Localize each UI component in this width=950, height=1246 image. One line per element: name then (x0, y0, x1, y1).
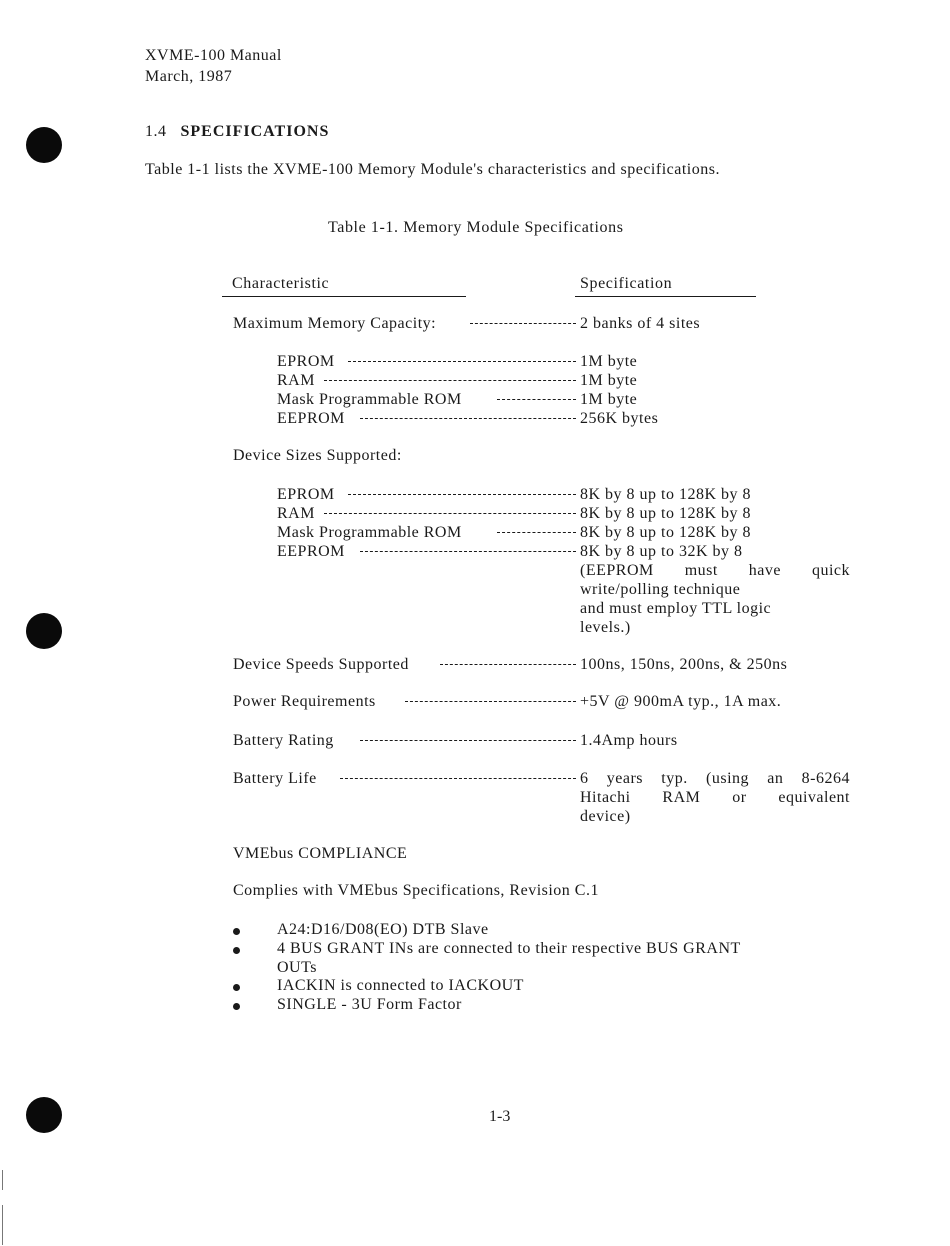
leader-line (360, 740, 576, 741)
spec-value: 100ns, 150ns, 200ns, & 250ns (580, 656, 788, 673)
spec-value: 8K by 8 up to 32K by 8 (580, 543, 743, 560)
capacity-row-ram (0, 371, 950, 390)
leader-line (360, 551, 576, 552)
spec-label: Maximum Memory Capacity: (233, 315, 437, 332)
compliance-item: OUTs (277, 959, 317, 976)
spec-value: 8K by 8 up to 128K by 8 (580, 486, 752, 503)
spec-label: Power Requirements (233, 693, 376, 710)
leader-line (440, 664, 576, 665)
manual-title: XVME-100 Manual (145, 47, 282, 64)
battery-life-line: 6 years typ. (using an 8-6264 (580, 770, 850, 787)
compliance-heading: VMEbus COMPLIANCE (233, 845, 408, 862)
eeprom-note (580, 561, 850, 637)
spec-value: 1.4Amp hours (580, 732, 678, 749)
margin-mark (2, 1170, 3, 1190)
leader-line (497, 532, 576, 533)
spec-label: EEPROM (277, 410, 345, 427)
section-intro: Table 1-1 lists the XVME-100 Memory Module's characteristics and specifications. (145, 161, 720, 178)
leader-line (348, 494, 576, 495)
compliance-item: SINGLE - 3U Form Factor (277, 996, 462, 1013)
leader-line (324, 380, 576, 381)
spec-value: 256K bytes (580, 410, 659, 427)
compliance-item: A24:D16/D08(EO) DTB Slave (277, 921, 489, 938)
device-sizes-heading: Device Sizes Supported: (233, 447, 402, 464)
compliance-item: 4 BUS GRANT INs are connected to their respective BUS GRANT (277, 940, 741, 957)
spec-label: Mask Programmable ROM (277, 524, 462, 541)
leader-line (348, 361, 576, 362)
size-row-eprom (0, 485, 950, 504)
binder-hole-bottom (26, 1097, 62, 1133)
section-heading (145, 123, 329, 141)
spec-value: 2 banks of 4 sites (580, 315, 701, 332)
eeprom-note-line: write/polling technique (580, 581, 741, 598)
margin-mark (2, 1205, 3, 1245)
section-number: 1.4 (145, 123, 167, 140)
bullet-icon (233, 1003, 240, 1010)
table-caption: Table 1-1. Memory Module Specifications (328, 219, 624, 236)
spec-label: Mask Programmable ROM (277, 391, 462, 408)
binder-hole-top (26, 127, 62, 163)
spec-label: Battery Life (233, 770, 317, 787)
section-title: SPECIFICATIONS (180, 123, 330, 140)
spec-value: 1M byte (580, 353, 638, 370)
spec-row-speeds (0, 655, 950, 674)
spec-value: 1M byte (580, 372, 638, 389)
spec-label: EEPROM (277, 543, 345, 560)
spec-label: Device Speeds Supported (233, 656, 409, 673)
leader-line (360, 418, 576, 419)
column-header-characteristic: Characteristic (222, 275, 466, 297)
eeprom-note-line: and must employ TTL logic (580, 600, 772, 617)
battery-life-line: device) (580, 808, 631, 825)
bullet-icon (233, 947, 240, 954)
spec-row-max-capacity (0, 314, 950, 333)
bullet-icon (233, 928, 240, 935)
spec-label: Battery Rating (233, 732, 334, 749)
size-row-ram (0, 504, 950, 523)
spec-value: +5V @ 900mA typ., 1A max. (580, 693, 782, 710)
spec-label: RAM (277, 372, 315, 389)
size-row-mask-rom (0, 523, 950, 542)
page-number: 1-3 (489, 1108, 511, 1125)
spec-value: 8K by 8 up to 128K by 8 (580, 524, 752, 541)
spec-row-battery-rating (0, 731, 950, 750)
compliance-intro: Complies with VMEbus Specifications, Revision C.1 (233, 882, 599, 899)
leader-line (340, 778, 576, 779)
leader-line (497, 399, 576, 400)
eeprom-note-line: (EEPROM must have quick (580, 562, 850, 579)
spec-label: EPROM (277, 486, 335, 503)
spec-value: 1M byte (580, 391, 638, 408)
spec-row-power (0, 692, 950, 711)
leader-line (324, 513, 576, 514)
leader-line (470, 323, 576, 324)
capacity-row-eeprom (0, 409, 950, 428)
capacity-row-eprom (0, 352, 950, 371)
binder-hole-middle (26, 613, 62, 649)
column-header-specification: Specification (575, 275, 756, 297)
compliance-item: IACKIN is connected to IACKOUT (277, 977, 524, 994)
size-row-eeprom (0, 542, 950, 561)
battery-life-line: Hitachi RAM or equivalent (580, 789, 850, 806)
battery-life-value (580, 769, 850, 826)
capacity-row-mask-rom (0, 390, 950, 409)
spec-value: 8K by 8 up to 128K by 8 (580, 505, 752, 522)
spec-label: EPROM (277, 353, 335, 370)
leader-line (405, 701, 576, 702)
manual-date: March, 1987 (145, 68, 233, 85)
bullet-icon (233, 984, 240, 991)
eeprom-note-line: levels.) (580, 619, 631, 636)
spec-label: RAM (277, 505, 315, 522)
